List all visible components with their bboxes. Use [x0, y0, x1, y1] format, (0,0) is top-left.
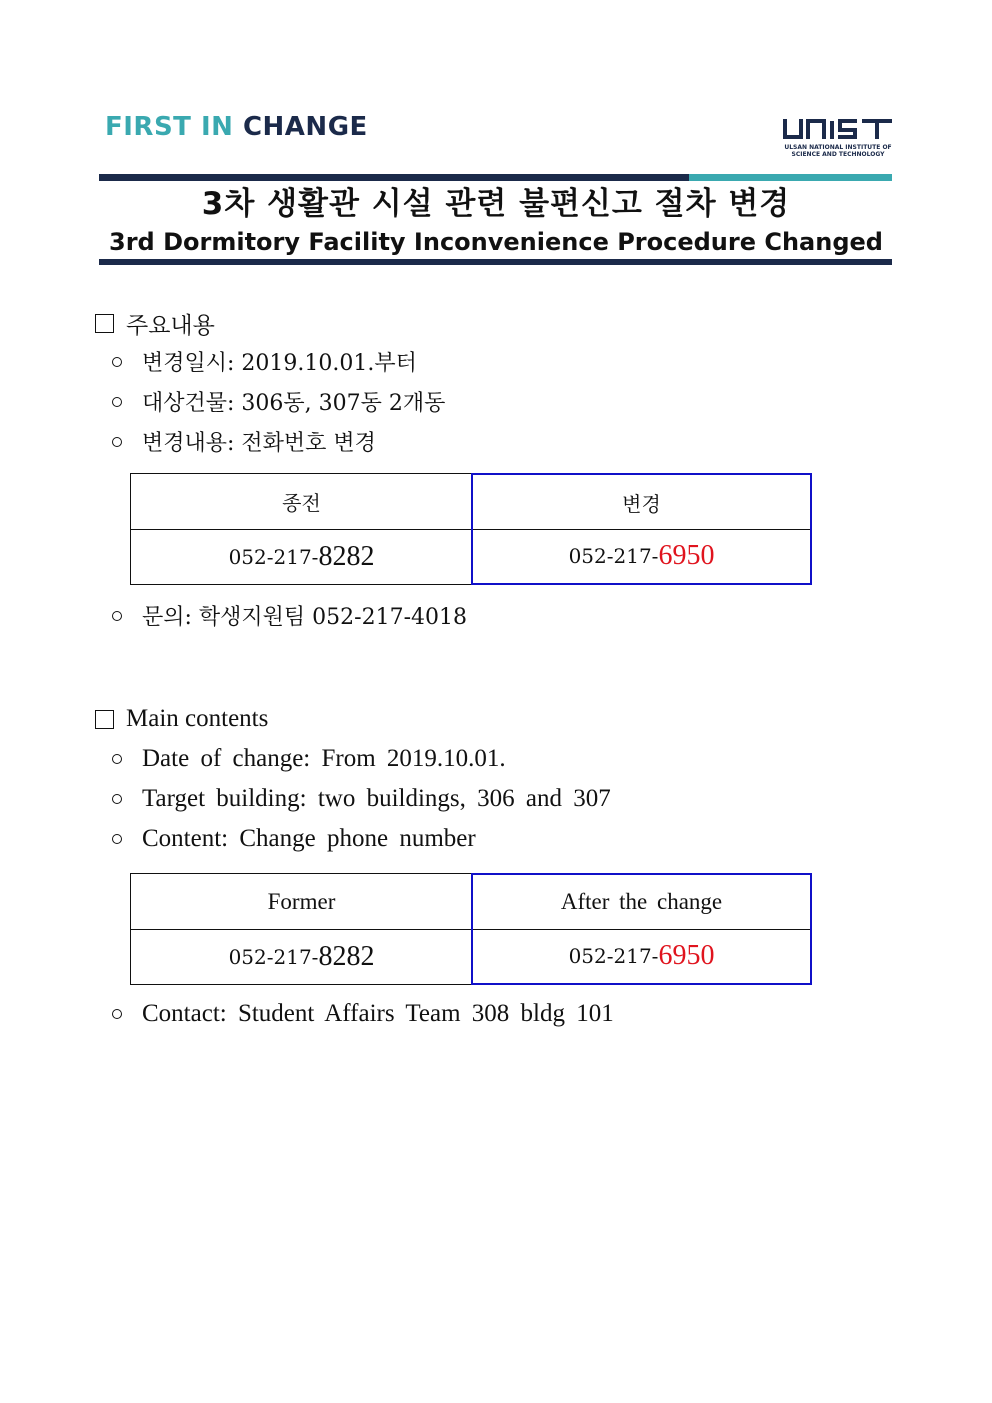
unist-logo: [782, 117, 894, 158]
circle-bullet-icon: [112, 834, 122, 844]
logo-subtitle: ULSAN NATIONAL INSTITUTE OF SCIENCE AND TECHNOLOGY: [784, 144, 892, 158]
new-number: 052-217- 6950: [471, 929, 812, 985]
title-english: 3rd Dormitory Facility Inconvenience Procedure Changed: [109, 228, 883, 256]
circle-bullet-icon: [112, 437, 122, 447]
list-item-contact: 문의: 학생지원팀 052-217-4018: [112, 600, 467, 631]
section-heading-english: Main contents: [95, 705, 268, 733]
circle-bullet-icon: [112, 1009, 122, 1019]
former-number: 052-217- 8282: [130, 929, 472, 985]
section-heading-korean: 주요내용: [95, 307, 215, 340]
list-item: 변경일시: 2019.10.01.부터: [112, 346, 417, 377]
list-item: Content: Change phone number: [112, 825, 476, 853]
list-item: 변경내용: 전화번호 변경: [112, 426, 376, 457]
checkbox-square-icon: [95, 710, 114, 729]
list-item: Target building: two buildings, 306 and 307: [112, 785, 611, 813]
table-header-former: Former: [130, 873, 472, 930]
circle-bullet-icon: [112, 754, 122, 764]
brand-slogan-part2: CHANGE: [242, 112, 368, 142]
list-item: Date of change: From 2019.10.01.: [112, 745, 506, 773]
circle-bullet-icon: [112, 794, 122, 804]
brand-slogan-part1: FIRST IN: [105, 112, 234, 142]
table-header-new: 변경: [471, 473, 812, 530]
circle-bullet-icon: [112, 611, 122, 621]
checkbox-square-icon: [95, 314, 114, 333]
list-item-contact: Contact: Student Affairs Team 308 bldg 101: [112, 1000, 614, 1028]
table-header-new: After the change: [471, 873, 812, 930]
table-header-former: 종전: [130, 473, 472, 530]
new-number: 052-217- 6950: [471, 529, 812, 585]
title-korean: 3차 생활관 시설 관련 불편신고 절차 변경: [201, 186, 791, 222]
former-number: 052-217- 8282: [130, 529, 472, 585]
brand-slogan: [105, 112, 368, 142]
unist-wordmark-icon: [782, 117, 894, 141]
circle-bullet-icon: [112, 397, 122, 407]
phone-change-table-korean: [130, 473, 812, 585]
circle-bullet-icon: [112, 357, 122, 367]
list-item: 대상건물: 306동, 307동 2개동: [112, 386, 445, 417]
title-bottom-rule: [99, 259, 892, 265]
phone-change-table-english: [130, 873, 812, 985]
